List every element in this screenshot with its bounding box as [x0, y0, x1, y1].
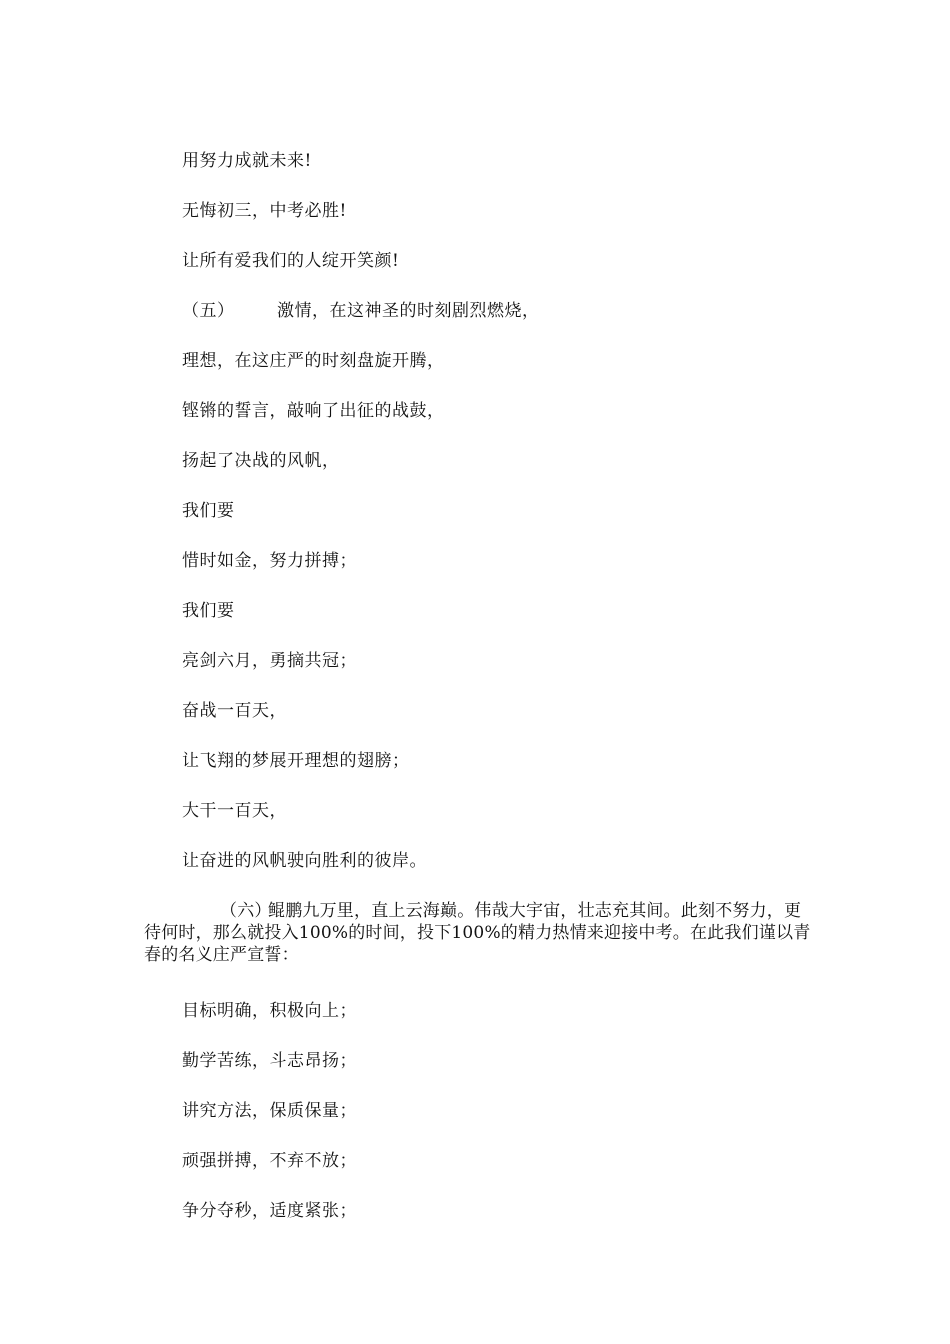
oath-line: 讲究方法，保质保量； [182, 1101, 357, 1121]
oath-line: 顽强拼搏，不弃不放； [182, 1151, 357, 1171]
text-line: 理想，在这庄严的时刻盘旋开腾， [182, 351, 445, 371]
text-line: 让所有爱我们的人绽开笑颜! [182, 251, 400, 271]
text-line: 铿锵的誓言，敲响了出征的战鼓， [182, 401, 445, 421]
section-5-text: 激情，在这神圣的时刻剧烈燃烧， [277, 301, 540, 321]
section-6-marker: （六） [220, 901, 272, 921]
text-line: 无悔初三，中考必胜! [182, 201, 347, 221]
text-line: 我们要 [182, 601, 235, 621]
section-5-heading-line [182, 300, 540, 322]
section-6-text: 鲲鹏九万里，直上云海巅。伟哉大宇宙，壮志充其间。此刻不努力，更待何时，那么就投入100%的时间，投下100%的精力热情来迎接中考。在此我们谨以青春的名义庄严宣誓： [144, 901, 811, 965]
text-line: 扬起了决战的风帆， [182, 451, 340, 471]
text-line: 奋战一百天， [182, 701, 287, 721]
text-line: 亮剑六月，勇摘共冠； [182, 651, 357, 671]
text-line: 用努力成就未来! [182, 151, 312, 171]
text-line: 惜时如金，努力拼搏； [182, 551, 357, 571]
oath-line: 勤学苦练，斗志昂扬； [182, 1051, 357, 1071]
text-line: 我们要 [182, 501, 235, 521]
oath-line: 争分夺秒，适度紧张； [182, 1201, 357, 1221]
section-6-paragraph [144, 900, 812, 966]
text-line: 让奋进的风帆驶向胜利的彼岸。 [182, 851, 427, 871]
oath-line: 目标明确，积极向上； [182, 1001, 357, 1021]
text-line: 大干一百天， [182, 801, 287, 821]
section-5-marker: （五） [182, 301, 235, 321]
text-line: 让飞翔的梦展开理想的翅膀； [182, 751, 410, 771]
